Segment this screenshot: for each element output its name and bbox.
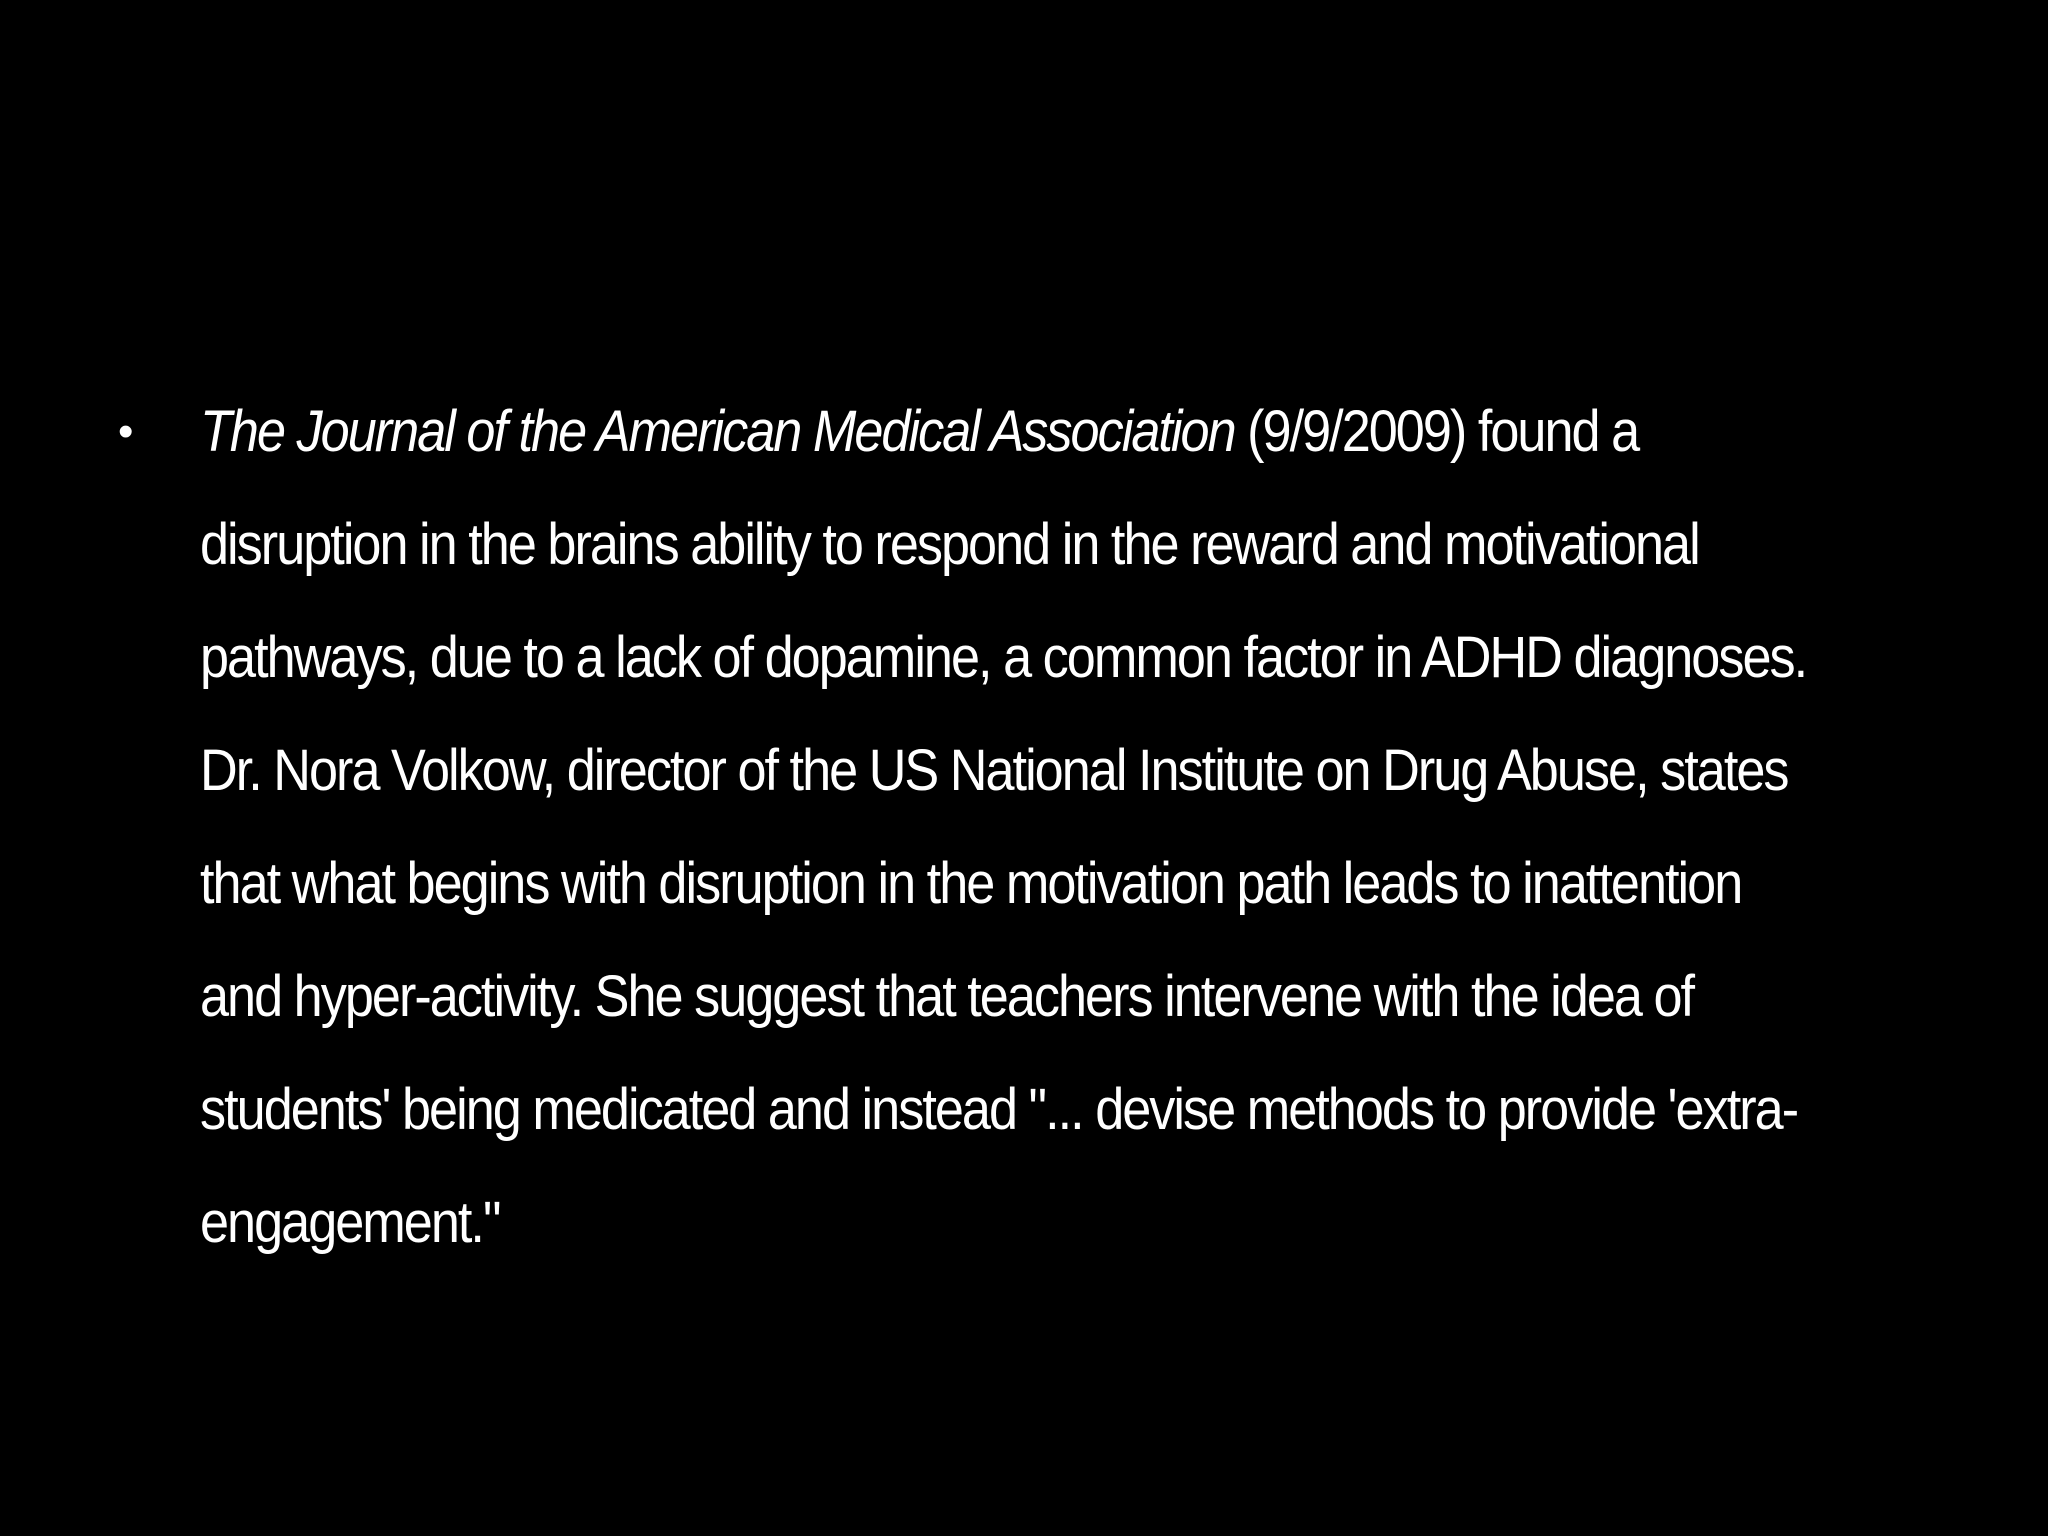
bullet-marker: • <box>118 407 134 456</box>
text-line-1 <box>200 375 1791 488</box>
text-line-5: that what begins with disruption in the motivation path leads to inattention <box>200 851 1742 916</box>
text-line-2: disruption in the brains ability to respond in the reward and motivational <box>200 512 1699 577</box>
text-line-8: engagement." <box>200 1190 500 1255</box>
bullet-text <box>200 375 1968 1279</box>
text-line-7: students' being medicated and instead "... devise methods to provide 'extra- <box>200 1077 1798 1142</box>
text-line-3: pathways, due to a lack of dopamine, a common factor in ADHD diagnoses. <box>200 625 1807 690</box>
text-line-4: Dr. Nora Volkow, director of the US National Institute on Drug Abuse, states <box>200 738 1788 803</box>
text-line-6: and hyper-activity. She suggest that teachers intervene with the idea of <box>200 964 1694 1029</box>
bullet-item <box>118 375 1968 1279</box>
journal-title: The Journal of the American Medical Association <box>200 399 1235 464</box>
text-line-1-rest: (9/9/2009) found a <box>1234 399 1639 464</box>
